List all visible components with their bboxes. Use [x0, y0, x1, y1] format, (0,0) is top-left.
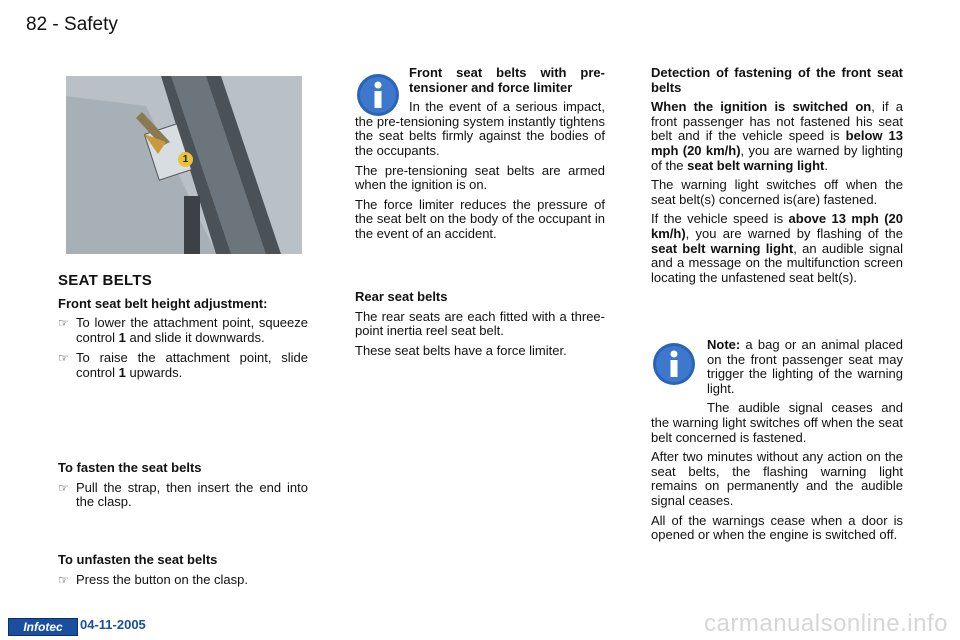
- control-callout: 1: [178, 152, 193, 167]
- footer-date: 04-11-2005: [80, 617, 146, 632]
- note-block: [651, 338, 903, 548]
- note-paragraph-4: All of the warnings cease when a door is opened or when the engine is switched off.: [651, 512, 903, 543]
- watermark: carmanualsonline.info: [704, 610, 948, 637]
- fasten-block: [58, 461, 308, 516]
- pretensioner-paragraph-1: In the event of a serious impact, the pre-tensioning system instantly tightens the seat belts firmly against the bodies of the occupants.: [355, 99, 605, 158]
- section-title: SEAT BELTS: [58, 272, 153, 289]
- note-paragraph-2: The audible signal ceases and the warning light switches off when the seat belt concerned is fastened.: [651, 400, 903, 445]
- detection-paragraph-3: If the vehicle speed is above 13 mph (20 km/h), you are warned by flashing of the seat belt warning light, an audible signal and a message on the multifunction screen locating the unfastened seat belt(s).: [651, 211, 903, 285]
- pointing-hand-icon: ☞: [58, 480, 69, 495]
- detection-paragraph-1: When the ignition is switched on, if a front passenger has not fastened his seat belt and if the vehicle speed is below 13 mph (20 km/h), you are warned by lighting of the seat belt warning light.: [651, 99, 904, 173]
- unfasten-block: [58, 553, 308, 593]
- pretensioner-heading: Front seat belts with pre-tensioner and force limiter: [409, 65, 605, 95]
- note-paragraph-3: After two minutes without any action on the seat belts, the flashing warning light remains on permanently and the audible signal ceases.: [651, 449, 903, 508]
- right-column: [651, 66, 903, 290]
- pointing-hand-icon: ☞: [58, 316, 69, 331]
- rear-belts-block: [355, 290, 605, 363]
- note-paragraph: Note: a bag or an animal placed on the front passenger seat may trigger the lighting of the warning light.: [707, 337, 903, 396]
- seat-belt-photo: [66, 76, 302, 254]
- list-item: ☞ Pull the strap, then insert the end into the clasp.: [58, 479, 308, 510]
- pointing-hand-icon: ☞: [58, 351, 69, 366]
- rear-heading: Rear seat belts: [355, 289, 448, 304]
- list-item: ☞ Press the button on the clasp.: [58, 571, 248, 587]
- infotec-logo: Infotec: [8, 618, 78, 636]
- detection-paragraph-2: The warning light switches off when the seat belt(s) concerned is(are) fastened.: [651, 177, 903, 207]
- height-adjust-heading: Front seat belt height adjustment:: [58, 295, 268, 311]
- pretensioner-paragraph-3: The force limiter reduces the pressure of the seat belt on the body of the occupant in the event of an accident.: [355, 196, 605, 241]
- list-item: ☞ To raise the attachment point, slide control 1 upwards.: [58, 350, 308, 380]
- fasten-heading: To fasten the seat belts: [58, 460, 202, 475]
- page-title: 82 - Safety: [26, 14, 118, 35]
- list-item: ☞ To lower the attachment point, squeeze control 1 and slide it downwards.: [58, 315, 308, 345]
- rear-paragraph-1: The rear seats are each fitted with a three-point inertia reel seat belt.: [355, 308, 605, 339]
- rear-paragraph-2: These seat belts have a force limiter.: [355, 342, 567, 358]
- left-column: [58, 274, 308, 387]
- middle-column: [355, 66, 605, 247]
- unfasten-heading: To unfasten the seat belts: [58, 552, 218, 567]
- pointing-hand-icon: ☞: [58, 572, 69, 587]
- detection-heading: Detection of fastening of the front seat belts: [651, 65, 903, 95]
- pretensioner-paragraph-2: The pre-tensioning seat belts are armed when the ignition is on.: [355, 162, 605, 193]
